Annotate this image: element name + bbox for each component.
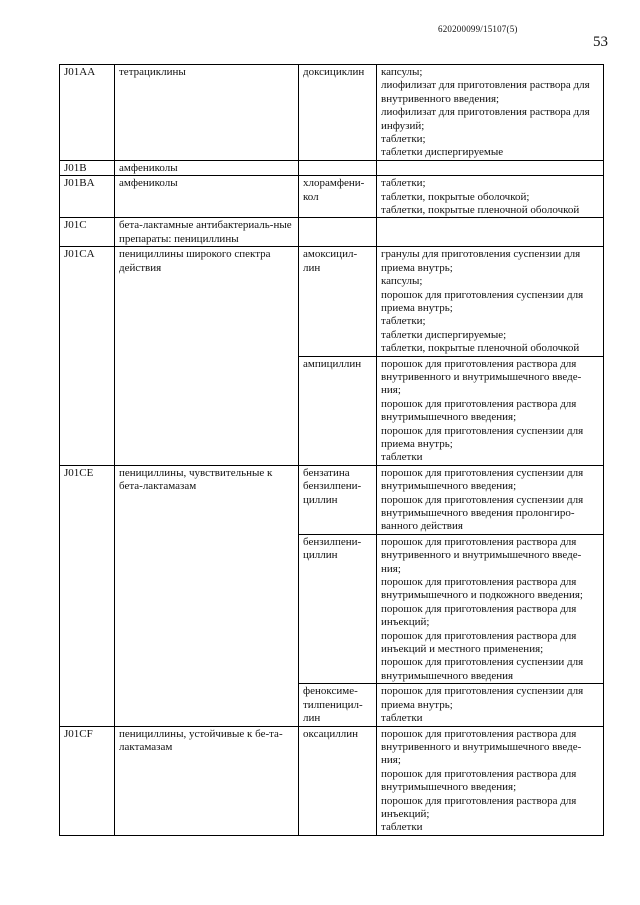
atc-code: J01CE xyxy=(60,465,115,726)
dosage-forms xyxy=(377,534,604,683)
atc-code: J01BA xyxy=(60,176,115,218)
table-row xyxy=(60,465,604,534)
dosage-forms xyxy=(377,684,604,726)
dosage-forms xyxy=(377,356,604,465)
dosage-form: таблетки; xyxy=(381,133,426,146)
dosage-form: таблетки, покрытые оболочкой; xyxy=(381,190,530,203)
dosage-form: порошок для приготовления раствора для инъекций; xyxy=(381,794,577,820)
drug-group: пенициллины широкого спектра действия xyxy=(115,247,299,466)
dosage-form: порошок для приготовления раствора для внутримышечного и подкожного введения; xyxy=(381,576,583,602)
dosage-form: порошок для приготовления раствора для инъекций; xyxy=(381,602,577,629)
dosage-form: таблетки xyxy=(381,451,423,464)
drug-name xyxy=(299,218,377,247)
dosage-form: порошок для приготовления суспензии для внутримышечного введения; xyxy=(381,466,584,493)
dosage-form: порошок для приготовления суспензии для приема внутрь; xyxy=(381,288,584,314)
drug-table xyxy=(59,64,604,836)
drug-group: бета-лактамные антибактериаль-ные препараты: пенициллины xyxy=(115,218,299,247)
table-row xyxy=(60,65,604,161)
drug-name: бензатина бензилпени-циллин xyxy=(299,465,377,534)
dosage-forms xyxy=(377,726,604,835)
dosage-form: капсулы; xyxy=(381,66,423,78)
dosage-form: лиофилизат для приготовления раствора для инфузий; xyxy=(381,106,590,132)
dosage-forms xyxy=(377,465,604,534)
dosage-form: таблетки диспергируемые; xyxy=(381,328,507,341)
dosage-form: порошок для приготовления суспензии для приема внутрь; xyxy=(381,424,584,450)
drug-name: амоксицил-лин xyxy=(299,247,377,356)
drug-name xyxy=(299,160,377,175)
drug-name: оксациллин xyxy=(299,726,377,835)
dosage-form: порошок для приготовления раствора для внутримышечного введения; xyxy=(381,767,577,794)
dosage-form: порошок для приготовления раствора для инъекций и местного применения; xyxy=(381,629,577,656)
drug-group: тетрациклины xyxy=(115,65,299,161)
atc-code: J01CF xyxy=(60,726,115,835)
atc-code: J01AA xyxy=(60,65,115,161)
drug-group: пенициллины, чувствительные к бета-лактамазам xyxy=(115,465,299,726)
drug-name: ампициллин xyxy=(299,356,377,465)
drug-name: доксициклин xyxy=(299,65,377,161)
drug-name: хлорамфени-кол xyxy=(299,176,377,218)
dosage-form: таблетки диспергируемые xyxy=(381,146,504,159)
dosage-form: таблетки; xyxy=(381,177,426,190)
atc-code: J01CA xyxy=(60,247,115,466)
dosage-form: таблетки, покрытые пленочной оболочкой xyxy=(381,204,580,217)
dosage-form: таблетки xyxy=(381,821,423,834)
dosage-forms xyxy=(377,176,604,218)
dosage-form: лиофилизат для приготовления раствора для внутривенного введения; xyxy=(381,79,590,105)
dosage-form: порошок для приготовления раствора для внутривенного и внутримышечного введе-ния; xyxy=(381,357,582,397)
page-number: 53 xyxy=(593,34,608,50)
dosage-form: капсулы; xyxy=(381,275,423,288)
dosage-form: порошок для приготовления суспензии для внутримышечного введения xyxy=(381,656,584,682)
dosage-form: порошок для приготовления раствора для внутримышечного введения; xyxy=(381,397,577,424)
dosage-form: таблетки xyxy=(381,712,423,725)
dosage-forms xyxy=(377,160,604,175)
dosage-form: порошок для приготовления раствора для внутривенного и внутримышечного введе-ния; xyxy=(381,535,582,575)
dosage-forms xyxy=(377,65,604,161)
dosage-form: гранулы для приготовления суспензии для приема внутрь; xyxy=(381,248,581,274)
table-row xyxy=(60,218,604,247)
drug-group: амфениколы xyxy=(115,176,299,218)
drug-group: амфениколы xyxy=(115,160,299,175)
dosage-forms xyxy=(377,247,604,356)
dosage-form: порошок для приготовления раствора для внутривенного и внутримышечного введе-ния; xyxy=(381,727,582,767)
dosage-form: таблетки; xyxy=(381,315,426,328)
drug-group: пенициллины, устойчивые к бе-та-лактамазам xyxy=(115,726,299,835)
document-id: 620200099/15107(5) xyxy=(438,24,518,34)
table-row xyxy=(60,160,604,175)
table-row xyxy=(60,247,604,356)
drug-name: феноксиме-тилпеницил-лин xyxy=(299,684,377,726)
drug-name: бензилпени-циллин xyxy=(299,534,377,683)
atc-code: J01C xyxy=(60,218,115,247)
dosage-form: таблетки, покрытые пленочной оболочкой xyxy=(381,342,580,355)
table-row xyxy=(60,726,604,835)
dosage-forms xyxy=(377,218,604,247)
table-row xyxy=(60,176,604,218)
atc-code: J01B xyxy=(60,160,115,175)
dosage-form: порошок для приготовления суспензии для внутримышечного введения пролонгиро-ванного действия xyxy=(381,493,584,533)
dosage-form: порошок для приготовления суспензии для приема внутрь; xyxy=(381,685,584,711)
